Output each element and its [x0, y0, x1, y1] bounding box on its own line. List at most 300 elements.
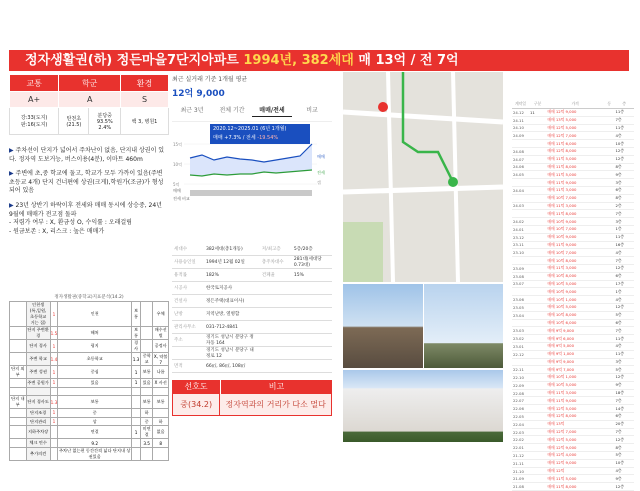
trade-cell: 매매 12억 9,000	[546, 444, 604, 452]
trade-row[interactable]	[512, 467, 634, 475]
trade-cell: 매매 12억 5,000	[546, 405, 604, 413]
trade-cell	[604, 225, 615, 233]
trade-cell: 5층	[615, 452, 635, 460]
trade-cell: 매매 10억 9,000	[546, 288, 604, 296]
school-cell: 보통	[153, 396, 169, 409]
trade-cell: 매매 12억	[546, 467, 604, 475]
trade-cell: 24.01	[512, 225, 529, 233]
info-cell	[292, 308, 332, 321]
trade-cell: 4층	[615, 296, 635, 304]
trade-cell	[604, 397, 615, 405]
trade-cell	[529, 405, 546, 413]
trade-row[interactable]	[512, 475, 634, 483]
trade-row[interactable]	[512, 109, 634, 117]
school-row	[10, 366, 169, 379]
school-cell: 인천	[58, 302, 132, 327]
trade-row[interactable]	[512, 342, 634, 350]
trade-cell: 6층	[615, 272, 635, 280]
location-pin-icon[interactable]	[378, 102, 388, 112]
trade-row[interactable]	[512, 210, 634, 218]
info-cell: 지역난방, 열병합	[204, 308, 260, 321]
trade-cell: 매매 11억 9,000	[546, 179, 604, 187]
trade-cell	[529, 327, 546, 335]
school-cell: 하	[153, 417, 169, 426]
info-cell	[260, 360, 292, 373]
info-row	[172, 347, 332, 360]
tooltip-change-trade: 매매 +7.3% / 전세	[213, 135, 258, 141]
school-cell	[50, 387, 58, 396]
school-cell: 주변 성권	[26, 366, 50, 379]
trade-row[interactable]	[512, 116, 634, 124]
trade-cell: 12층	[615, 483, 635, 491]
trade-cell: 24.11	[512, 116, 529, 124]
price-chart-panel	[172, 72, 332, 202]
school-cell: 보통	[58, 396, 132, 409]
trade-row[interactable]	[512, 132, 634, 140]
trade-cell: 5층	[615, 311, 635, 319]
school-row	[10, 379, 169, 388]
trade-cell	[604, 218, 615, 226]
tab-all[interactable]: 전체 기간	[219, 107, 245, 114]
school-row	[10, 439, 169, 448]
info-cell: 281대(세대당 0.73대)	[292, 256, 332, 269]
info-row	[172, 334, 332, 347]
school-cell: 보통	[140, 366, 152, 379]
trade-row[interactable]	[512, 179, 634, 187]
trade-cell: 24.06	[512, 163, 529, 171]
trade-cell	[604, 381, 615, 389]
trade-cell: 23.11	[512, 241, 529, 249]
trade-cell: 23.05	[512, 303, 529, 311]
trade-cell	[529, 140, 546, 148]
trade-cell	[529, 444, 546, 452]
evaluation-box	[172, 380, 332, 416]
info-row	[172, 282, 332, 295]
school-cell: 1.5	[50, 327, 58, 340]
school-cell: 해처	[58, 327, 132, 340]
trade-row[interactable]	[512, 272, 634, 280]
trade-cell	[604, 109, 615, 117]
trade-cell: 11층	[615, 233, 635, 241]
info-row	[172, 360, 332, 373]
trade-cell: 22.04	[512, 420, 529, 428]
info-cell	[292, 282, 332, 295]
trade-cell: 4층	[615, 132, 635, 140]
info-cell: 건설사	[172, 295, 204, 308]
trade-cell: 12층	[615, 147, 635, 155]
school-cell: 중심	[58, 366, 132, 379]
school-row	[10, 409, 169, 418]
trade-header: 층	[615, 100, 635, 109]
school-cell	[50, 439, 58, 448]
trade-row[interactable]	[512, 335, 634, 343]
trade-cell	[604, 358, 615, 366]
trade-cell	[604, 132, 615, 140]
school-cell	[140, 447, 152, 460]
trade-cell: 24.05	[512, 171, 529, 179]
trade-row[interactable]	[512, 257, 634, 265]
school-cell: 주변 공원가	[26, 379, 50, 388]
school-cell: 보통	[132, 327, 141, 340]
trade-cell: 22.06	[512, 405, 529, 413]
grade-detail-mid: 분당중 93.5% 2.4%	[89, 108, 121, 135]
trade-cell: 14층	[615, 405, 635, 413]
trade-row[interactable]	[512, 288, 634, 296]
school-cell	[132, 417, 141, 426]
grade-school: A	[59, 92, 121, 108]
trade-cell: 10층	[615, 459, 635, 467]
trade-cell	[512, 179, 529, 187]
info-row	[172, 256, 332, 269]
school-cell: 1	[132, 366, 141, 379]
trade-cell: 6층	[615, 413, 635, 421]
trade-cell: 12층	[615, 436, 635, 444]
trade-cell: 9층	[615, 475, 635, 483]
school-cell: 있음	[58, 379, 132, 388]
trade-cell: 7층	[615, 327, 635, 335]
info-cell: 031-712-4841	[204, 321, 260, 334]
trade-cell	[604, 327, 615, 335]
trade-row[interactable]	[512, 413, 634, 421]
school-cell: 1	[50, 340, 58, 353]
price-chart	[172, 121, 332, 202]
trade-row[interactable]	[512, 327, 634, 335]
trade-cell	[604, 272, 615, 280]
tab-trade-rent[interactable]: 매매/전세	[252, 105, 292, 117]
trade-cell: 9층	[615, 381, 635, 389]
school-cell: 1	[50, 417, 58, 426]
school-cell: 나름	[153, 366, 169, 379]
trade-cell	[604, 303, 615, 311]
trade-cell	[604, 140, 615, 148]
chart-tooltip	[210, 124, 310, 144]
side-label-trade: 매매	[173, 188, 181, 193]
trade-row[interactable]	[512, 264, 634, 272]
trade-row[interactable]	[512, 350, 634, 358]
trade-cell: 22.03	[512, 428, 529, 436]
trade-cell	[604, 280, 615, 288]
trade-cell	[529, 342, 546, 350]
trade-row[interactable]	[512, 389, 634, 397]
trade-cell	[529, 163, 546, 171]
trade-cell: 24.02	[512, 218, 529, 226]
map-park	[343, 222, 383, 282]
trade-cell: 매매 12억 7,000	[546, 428, 604, 436]
trade-cell: 3층	[615, 358, 635, 366]
trade-cell: 매매 12억 9,000	[546, 459, 604, 467]
trade-cell: 22.08	[512, 389, 529, 397]
trade-header-row	[512, 100, 634, 109]
trade-cell	[604, 319, 615, 327]
info-row	[172, 308, 332, 321]
tab-compare[interactable]: 비교	[306, 107, 318, 114]
school-cell	[132, 396, 141, 409]
school-row	[10, 327, 169, 340]
trade-cell: 9층	[615, 171, 635, 179]
trade-cell: 11층	[615, 335, 635, 343]
trade-row[interactable]	[512, 319, 634, 327]
trade-cell: 23.02	[512, 335, 529, 343]
trade-cell	[512, 140, 529, 148]
info-row	[172, 269, 332, 282]
trade-cell: 7층	[615, 397, 635, 405]
school-cell: 중	[58, 409, 132, 418]
trade-cell: 매매 11억 3,000	[546, 202, 604, 210]
trade-cell: 24.03	[512, 202, 529, 210]
trade-cell	[604, 335, 615, 343]
trade-cell	[604, 202, 615, 210]
school-cell: 주변 학교	[26, 353, 50, 366]
bullet-transport: 주차선이 단지가 넓어서 주차난이 없음, 단지내 상권이 있다. 정자역 도보거능, 버스이용(4분), 이마트 460m	[9, 147, 165, 163]
trade-row[interactable]	[512, 374, 634, 382]
trade-cell	[529, 147, 546, 155]
trade-cell: 22.09	[512, 381, 529, 389]
tab-3years[interactable]: 최근 3년	[180, 107, 204, 114]
info-cell: 382세대(총1개동)	[204, 243, 260, 256]
trade-cell: 매매 10억 8,000	[546, 272, 604, 280]
trade-row[interactable]	[512, 459, 634, 467]
school-cell: 초등학교	[58, 353, 132, 366]
trade-row[interactable]	[512, 280, 634, 288]
trade-cell: 23.07	[512, 280, 529, 288]
trade-cell	[529, 350, 546, 358]
trade-cell: 매매 9억 9,000	[546, 327, 604, 335]
school-cell: 9.2	[58, 439, 132, 448]
info-cell	[260, 334, 292, 347]
trade-cell	[529, 303, 546, 311]
legend-rent: 전세	[317, 170, 325, 175]
trade-row[interactable]	[512, 186, 634, 194]
title-banner	[9, 50, 629, 71]
trade-row[interactable]	[512, 428, 634, 436]
trade-row[interactable]	[512, 303, 634, 311]
info-cell	[260, 295, 292, 308]
trade-cell: 매매 11억 3,000	[546, 186, 604, 194]
trade-cell: 6층	[615, 319, 635, 327]
trade-cell: 매매 10억 5,000	[546, 280, 604, 288]
trade-row[interactable]	[512, 163, 634, 171]
trade-cell	[604, 467, 615, 475]
tooltip-change-rent: -19.54%	[257, 135, 279, 141]
school-row	[10, 302, 169, 327]
trade-cell: 12층	[615, 303, 635, 311]
info-cell: 건폐율	[260, 269, 292, 282]
grade-header-env: 환경	[121, 75, 169, 92]
trade-cell	[529, 186, 546, 194]
trade-cell: 23.01	[512, 342, 529, 350]
side-label-rent: 전세 비교	[173, 196, 190, 201]
school-cell: X, 약볼7	[153, 353, 168, 365]
trade-cell: 매매 9억 9,000	[546, 358, 604, 366]
school-cell	[50, 447, 58, 460]
trade-row[interactable]	[512, 483, 634, 491]
trade-cell: 매매 10억 7,000	[546, 225, 604, 233]
trade-cell: 22.02	[512, 436, 529, 444]
school-cell	[10, 327, 27, 340]
trade-row[interactable]	[512, 241, 634, 249]
trade-cell: 8층	[615, 444, 635, 452]
banner-lead: 정자생활권(하) 정든마을7단지아파트	[25, 53, 244, 68]
trade-cell	[529, 116, 546, 124]
trade-cell: 매매 10억 6,000	[546, 319, 604, 327]
trade-row[interactable]	[512, 397, 634, 405]
remark-value: 정자역과의 거리가 다소 멀다	[220, 394, 331, 415]
trade-cell	[604, 483, 615, 491]
tooltip-period: 2020.12~2025.01 (6년 1개월)	[213, 126, 287, 132]
trade-cell: 매매 11억 8,000	[546, 210, 604, 218]
trade-cell: 12층	[615, 155, 635, 163]
trade-cell	[604, 210, 615, 218]
legend-gap: 갭	[317, 180, 321, 185]
info-cell	[292, 347, 332, 360]
school-cell: 추가의견	[26, 447, 50, 460]
trade-cell	[529, 241, 546, 249]
trade-cell	[529, 132, 546, 140]
trade-cell: 매매 11억 5,000	[546, 155, 604, 163]
trade-cell: 4층	[615, 342, 635, 350]
trade-row[interactable]	[512, 147, 634, 155]
school-cell: 단지 경사도	[26, 396, 50, 409]
trade-row[interactable]	[512, 436, 634, 444]
trade-row[interactable]	[512, 225, 634, 233]
trade-cell: 12층	[615, 264, 635, 272]
school-cell: 지하주차장	[26, 426, 50, 439]
trade-row[interactable]	[512, 124, 634, 132]
trade-cell	[529, 389, 546, 397]
trade-cell	[604, 163, 615, 171]
trade-row[interactable]	[512, 194, 634, 202]
trade-cell: 매매 11억 9,000	[546, 241, 604, 249]
trade-cell: 24.07	[512, 155, 529, 163]
chart-subtitle: 최근 실거래 기준 1개월 평균	[172, 76, 248, 83]
trade-cell: 12층	[615, 374, 635, 382]
trade-cell: 매매 9억 7,000	[546, 366, 604, 374]
trade-cell: 22.10	[512, 374, 529, 382]
school-cell: 단지조경	[26, 409, 50, 418]
trade-cell: 22.12	[512, 350, 529, 358]
trade-cell: 매매 11억 8,000	[546, 163, 604, 171]
trade-cell: 10층	[615, 140, 635, 148]
trade-cell	[529, 210, 546, 218]
trade-row[interactable]	[512, 171, 634, 179]
location-map[interactable]	[343, 72, 503, 282]
trade-header: 가격	[546, 100, 604, 109]
trade-row[interactable]	[512, 444, 634, 452]
school-row	[10, 447, 169, 460]
trade-cell: 매매 10억 8,000	[546, 311, 604, 319]
trade-cell: 22.11	[512, 366, 529, 374]
trade-row[interactable]	[512, 358, 634, 366]
trade-cell: 4층	[615, 249, 635, 257]
school-cell	[140, 340, 152, 353]
school-cell: 단지 내부	[11, 396, 25, 408]
school-cell: 1.3	[50, 396, 58, 409]
trade-cell	[604, 179, 615, 187]
grade-header-school: 학군	[59, 75, 121, 92]
bullet-icon: ▶	[9, 170, 16, 178]
trade-row[interactable]	[512, 155, 634, 163]
remark-header: 비고	[220, 380, 332, 394]
trade-header: 계약일	[512, 100, 529, 109]
trade-row[interactable]	[512, 140, 634, 148]
school-cell	[153, 447, 169, 460]
trade-row[interactable]	[512, 249, 634, 257]
school-cell	[10, 409, 27, 418]
trade-row[interactable]	[512, 420, 634, 428]
grade-env: S	[121, 92, 169, 108]
trade-cell	[512, 319, 529, 327]
preference-value: 중(34.2)	[173, 394, 220, 415]
trade-cell	[529, 124, 546, 132]
trade-header: 동	[604, 100, 615, 109]
station-marker-icon[interactable]	[448, 177, 458, 187]
info-cell	[260, 308, 292, 321]
trade-row[interactable]	[512, 381, 634, 389]
bullet-icon: ▶	[9, 147, 16, 154]
trade-cell: 매매 12억 7,000	[546, 132, 604, 140]
info-cell: 5층/20층	[292, 243, 332, 256]
trade-cell	[529, 483, 546, 491]
trade-row[interactable]	[512, 296, 634, 304]
school-cell	[10, 439, 27, 448]
trade-row[interactable]	[512, 311, 634, 319]
school-cell: 상	[58, 417, 132, 426]
summary-bullets	[9, 147, 169, 236]
school-cell: 중	[140, 417, 152, 426]
info-cell: 경기도 성남시 분당구 내정로 12	[204, 347, 260, 360]
school-cell	[153, 409, 169, 418]
grade-traffic: A+	[10, 92, 59, 108]
chart-tabs	[172, 105, 332, 117]
grade-detail-elem: 탄천초 (21.5)	[59, 108, 89, 135]
trade-cell: 23.08	[512, 272, 529, 280]
trade-cell: 24.08	[512, 147, 529, 155]
trade-cell: 16층	[615, 241, 635, 249]
y-label-10: 10억	[173, 162, 182, 167]
trade-row[interactable]	[512, 233, 634, 241]
trade-row[interactable]	[512, 405, 634, 413]
trade-cell	[529, 288, 546, 296]
trade-row[interactable]	[512, 202, 634, 210]
school-cell	[50, 426, 58, 439]
school-cell: 중학교	[140, 353, 152, 366]
school-cell: 8	[153, 439, 169, 448]
trade-row[interactable]	[512, 366, 634, 374]
school-cell	[132, 447, 141, 460]
grade-panel	[9, 74, 169, 242]
trade-cell: 18층	[615, 389, 635, 397]
trade-cell	[604, 288, 615, 296]
trade-cell: 24.12	[512, 109, 529, 117]
trade-row[interactable]	[512, 218, 634, 226]
preference-header: 선호도	[172, 380, 220, 394]
trade-cell	[529, 397, 546, 405]
info-row	[172, 321, 332, 334]
info-row	[172, 243, 332, 256]
trade-cell: 22.07	[512, 397, 529, 405]
trade-cell: 24.04	[512, 186, 529, 194]
school-row	[10, 353, 169, 366]
trade-cell	[512, 288, 529, 296]
trade-cell: 매매 12억 5,000	[546, 436, 604, 444]
info-cell	[260, 282, 292, 295]
info-cell: 난방	[172, 308, 204, 321]
info-cell: 저/최고층	[260, 243, 292, 256]
trade-cell	[604, 389, 615, 397]
info-cell: 182%	[204, 269, 260, 282]
trade-cell	[604, 241, 615, 249]
school-cell: 1	[50, 302, 58, 327]
